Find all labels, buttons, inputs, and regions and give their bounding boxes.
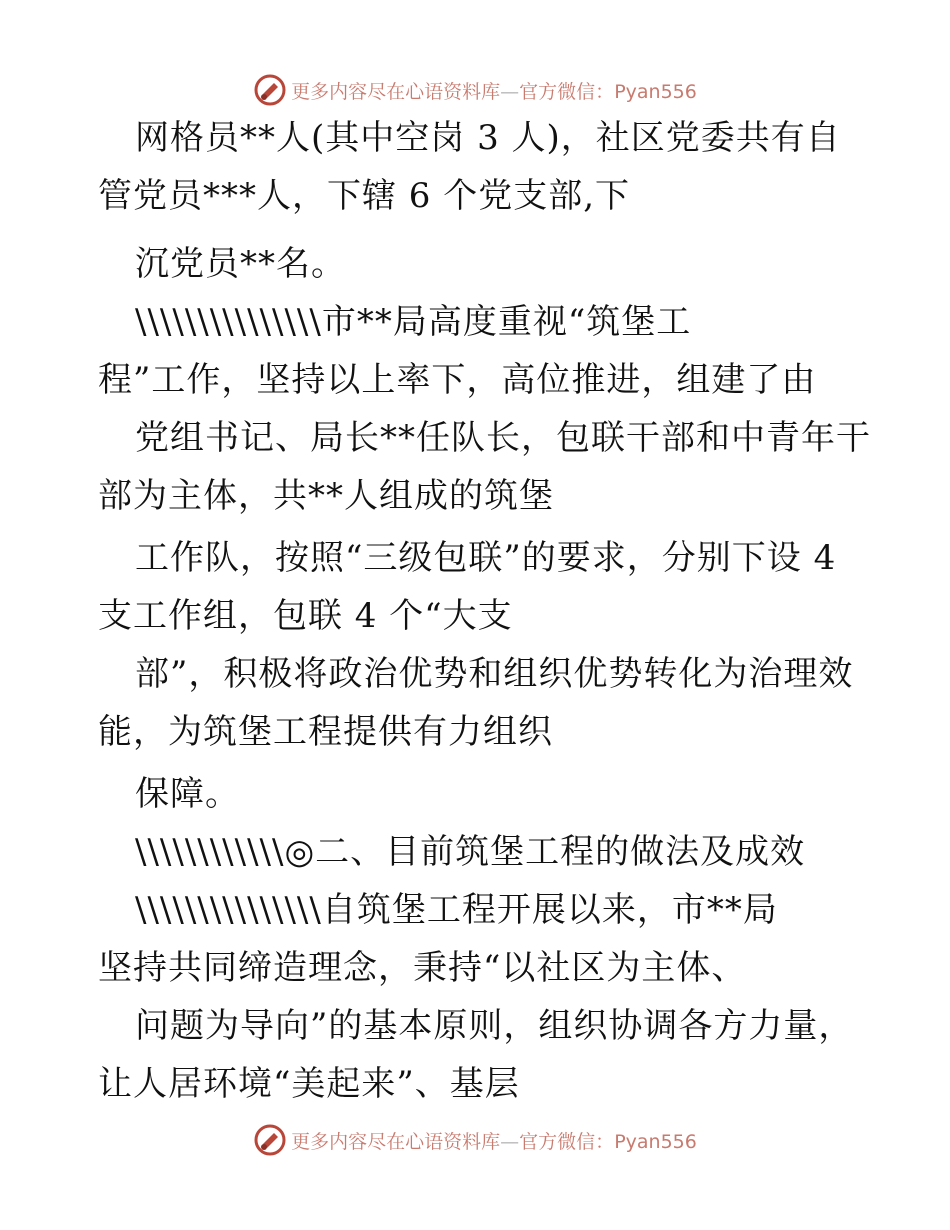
text-line: 网格员**人(其中空岗 3 人)，社区党委共有自 xyxy=(135,118,841,158)
text-line: 部”，积极将政治优势和组织优势转化为治理效 xyxy=(135,654,854,694)
header-watermark xyxy=(0,70,950,110)
seal-logo-icon xyxy=(253,73,287,107)
footer-watermark xyxy=(0,1120,950,1160)
text-line: 程”工作，坚持以上率下，高位推进，组建了由 xyxy=(98,360,817,400)
watermark-wechat-id: Pyan556 xyxy=(614,80,697,103)
watermark-separator: — xyxy=(500,1130,520,1153)
text-line: \\\\\\\\\\\\\\\市**局高度重视“筑堡工 xyxy=(135,302,692,342)
text-line: \\\\\\\\\\\\\\\自筑堡工程开展以来，市**局 xyxy=(135,890,778,930)
watermark-text xyxy=(291,77,697,104)
text-line: 让人居环境“美起来”、基层 xyxy=(98,1064,520,1104)
text-line: 支工作组，包联 4 个“大支 xyxy=(98,596,513,636)
watermark-separator: — xyxy=(500,80,520,103)
text-line: 部为主体，共**人组成的筑堡 xyxy=(98,476,554,516)
watermark-suffix: 官方微信： xyxy=(519,1130,615,1153)
text-line: 工作队，按照“三级包联”的要求，分别下设 4 xyxy=(135,538,837,578)
watermark-brand: 更多内容尽在心语资料库 xyxy=(291,1130,501,1153)
watermark-text xyxy=(291,1127,697,1154)
text-line: 管党员***人，下辖 6 个党支部,下 xyxy=(98,176,631,216)
watermark-brand: 更多内容尽在心语资料库 xyxy=(291,80,501,103)
text-line: 问题为导向”的基本原则，组织协调各方力量， xyxy=(135,1006,854,1046)
text-line: 保障。 xyxy=(135,774,240,814)
text-line: 能，为筑堡工程提供有力组织 xyxy=(98,712,553,752)
text-line: 党组书记、局长**任队长，包联干部和中青年干 xyxy=(135,418,871,458)
watermark-wechat-id: Pyan556 xyxy=(614,1130,697,1153)
text-line: 沉党员**名。 xyxy=(135,244,346,284)
section-heading: \\\\\\\\\\\\◎二、目前筑堡工程的做法及成效 xyxy=(135,832,806,872)
watermark-suffix: 官方微信： xyxy=(519,80,615,103)
seal-logo-icon xyxy=(253,1123,287,1157)
text-line: 坚持共同缔造理念，秉持“以社区为主体、 xyxy=(98,948,747,988)
